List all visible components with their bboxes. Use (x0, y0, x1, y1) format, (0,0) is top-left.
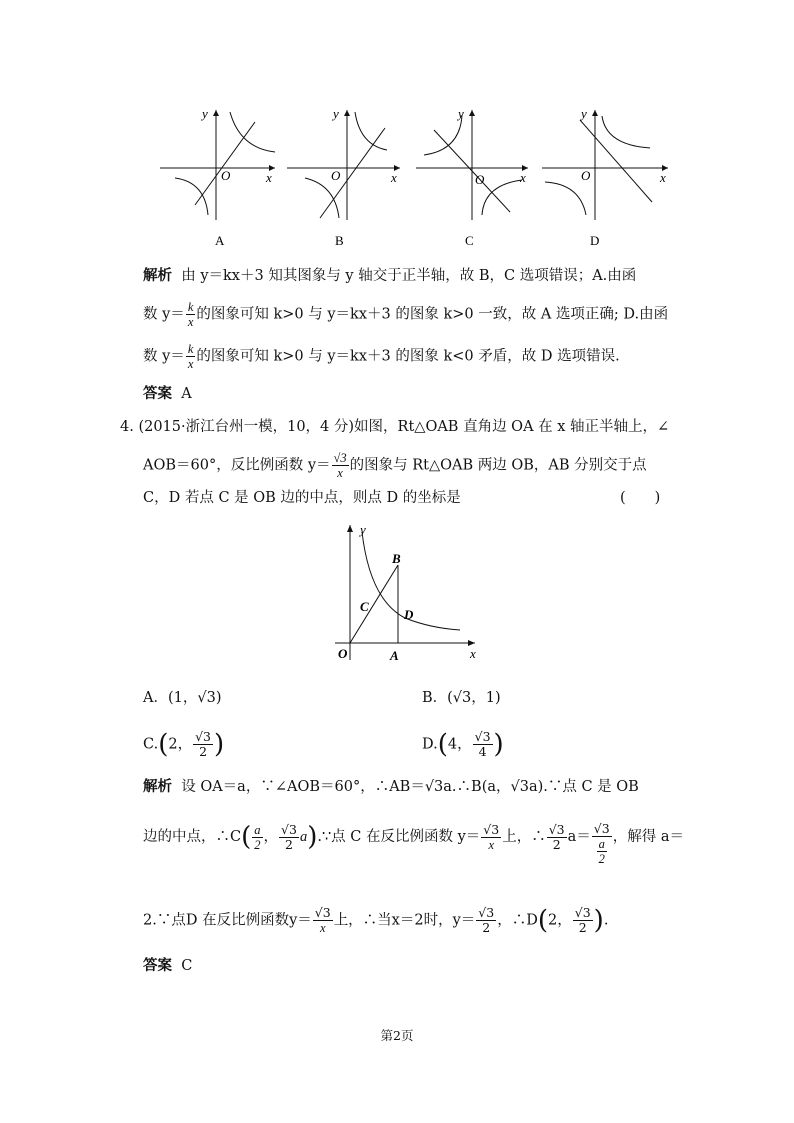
q4-sol2-mid2: 上，∴ (502, 829, 546, 845)
q3-analysis-line2 (143, 300, 668, 329)
q4-sol2-b-tail: a (299, 829, 308, 845)
page-number: 第2页 (380, 1028, 414, 1043)
q4-option-d-rparen: ) (493, 729, 504, 760)
graph-a-y-label: y (202, 106, 208, 121)
graph-d-y-label: y (581, 106, 587, 121)
q3-line3-rest: 的图象可知 k>0 与 y＝kx＋3 的图象 k<0 矛盾，故 D 选项错误. (196, 348, 620, 365)
q3-text-line1: 由 y＝kx＋3 知其图象与 y 轴交于正半轴，故 B，C 选项错误；A.由函 (181, 268, 637, 284)
graph-d-x-label: x (660, 170, 666, 185)
q4-sol3-frac2: $\frac{√3}{2}$ (478, 905, 495, 935)
q4-solution-line2: 边的中点，∴C( $\frac{a}{2}$ ， $\frac{√3}{2}$ a).∵点 C 在反比例函数 y＝ $\frac{√3}{x}$ 上，∴ $\frac{√3}{2}$ a＝ $\frac{√3}{\frac{a}{2}}$ ，解得 a＝ (143, 821, 684, 866)
q4-answer-paren: ( ) (620, 490, 661, 506)
q4-line3: C，D 若点 C 是 OB 边的中点，则点 D 的坐标是 (143, 490, 461, 506)
q4-sol2-lparen: ( (241, 822, 252, 852)
q4-option-d-first: 4， (447, 736, 472, 753)
q4-option-c-lparen: ( (158, 729, 169, 760)
q4-sol2-mid: .∵点 C 在反比例函数 y＝ (317, 829, 481, 845)
q4-line2-rest: 的图象与 Rt△OAB 两边 OB，AB 分别交于点 (349, 457, 647, 474)
graph-c-letter: C (465, 233, 474, 248)
q4-option-d-lparen: ( (437, 729, 448, 760)
q3-answer-value: A (181, 386, 192, 402)
q4-sol1-text: 设 OA＝a，∵∠AOB＝60°，∴AB＝√3a.∴B(a，√3a).∵点 C 是 OB (181, 779, 639, 795)
graph-b-origin: O (331, 168, 341, 183)
q4-sol2-frac-a: $\frac{a}{2}$ (254, 822, 261, 852)
q4-sol2-frac-mid: $\frac{√3}{x}$ (483, 821, 500, 852)
q3-answer (143, 384, 192, 404)
graph-a (160, 106, 275, 248)
graph-c (416, 106, 528, 248)
q4-line2-fraction: $\frac{√3}{x}$ (333, 451, 347, 480)
q4-sol3-lparen: ( (537, 905, 548, 936)
q4-sol2-frac-b: $\frac{√3}{2}$ (281, 821, 297, 852)
q4-sol3-end: . (603, 912, 609, 929)
q4-sol2-end: ，解得 a＝ (612, 829, 684, 845)
q4-sol3-a: 2.∵点D 在反比例函数y＝ (143, 912, 312, 929)
q4-solution-line3 (143, 906, 608, 935)
q4-option-a[interactable]: A．(1，√3) (143, 690, 222, 706)
graph-c-x-label: x (520, 170, 526, 185)
graph-b-y-label: y (333, 106, 339, 121)
graph-c-y-label: y (458, 106, 464, 121)
q4-line2 (143, 451, 647, 480)
graph-d-origin: O (581, 168, 591, 183)
q4-sol3-c: ，∴D (497, 912, 538, 929)
q4-solution-line1 (143, 777, 639, 797)
graph-b-letter: B (335, 233, 344, 248)
q4-fig-o: O (338, 646, 348, 661)
q3-line2-fraction: $\frac{k}{x}$ (187, 300, 194, 329)
q4-option-d-fraction: $\frac{√3}{4}$ (474, 729, 491, 759)
q4-option-c-fraction: $\frac{√3}{2}$ (195, 729, 211, 759)
q4-line1: 4. (2015·浙江台州一模，10，4 分)如图，Rt△OAB 直角边 OA 在 x 轴正半轴上，∠ (120, 419, 670, 435)
q4-sol3-b: 上，∴当x＝2时，y＝ (333, 912, 476, 929)
graph-a-x-label: x (266, 170, 272, 185)
graph-options-row (150, 100, 670, 255)
q4-sol3-rparen: ) (593, 905, 604, 936)
q4-sol2-eq-tail: a＝ (567, 829, 591, 845)
q4-sol3-first: 2， (548, 912, 572, 929)
q4-fig-x: x (470, 646, 476, 661)
q4-fig-b: B (392, 551, 401, 566)
q4-sol3-frac3: $\frac{√3}{2}$ (574, 905, 591, 935)
q4-option-c-first: 2， (168, 736, 193, 753)
q4-analysis-label: 解析 (143, 778, 172, 795)
q4-fig-a: A (390, 648, 399, 663)
q3-line2-prefix: 数 y＝ (143, 306, 185, 323)
q4-sol2-frac-eq: $\frac{√3}{2}$ (548, 821, 565, 852)
q4-fig-c: C (360, 599, 369, 614)
graph-a-letter: A (215, 233, 225, 248)
q4-option-d[interactable] (422, 730, 504, 759)
q3-answer-label: 答案 (143, 385, 172, 402)
graph-b-x-label: x (391, 170, 397, 185)
q4-sol2-rparen: ) (307, 822, 318, 852)
q4-option-c-rparen: ) (214, 729, 225, 760)
graph-d (542, 106, 668, 248)
q4-fig-y: y (360, 522, 366, 537)
q4-sol2-frac-rhs: $\frac{√3}{\frac{a}{2}}$ (593, 821, 610, 866)
q4-line2-prefix: AOB＝60°，反比例函数 y＝ (143, 457, 331, 474)
q4-option-c-prefix: C. (143, 736, 159, 753)
q4-sol2-prefix: 边的中点，∴C (143, 829, 242, 845)
graph-d-letter: D (590, 233, 600, 248)
q3-analysis-line3 (143, 342, 620, 371)
q4-answer-label: 答案 (143, 957, 172, 974)
q3-analysis-line1 (143, 266, 636, 286)
q3-line3-prefix: 数 y＝ (143, 348, 185, 365)
graph-b (287, 106, 400, 248)
q3-line3-fraction: $\frac{k}{x}$ (187, 342, 194, 371)
graph-a-origin: O (221, 168, 231, 183)
q3-line2-rest: 的图象可知 k>0 与 y＝kx＋3 的图象 k>0 一致，故 A 选项正确; D.由函 (196, 306, 669, 323)
graph-c-origin: O (475, 172, 485, 187)
q4-option-d-prefix: D. (422, 736, 438, 753)
q4-figure (320, 520, 490, 665)
q4-sol3-frac1: $\frac{√3}{x}$ (314, 905, 331, 935)
q4-fig-d: D (404, 607, 414, 622)
q4-answer (143, 956, 192, 976)
q3-analysis-label: 解析 (143, 267, 172, 284)
q4-answer-value: C (181, 958, 193, 974)
q4-option-b[interactable]: B．(√3，1) (422, 690, 501, 706)
q4-option-c[interactable] (143, 730, 224, 759)
